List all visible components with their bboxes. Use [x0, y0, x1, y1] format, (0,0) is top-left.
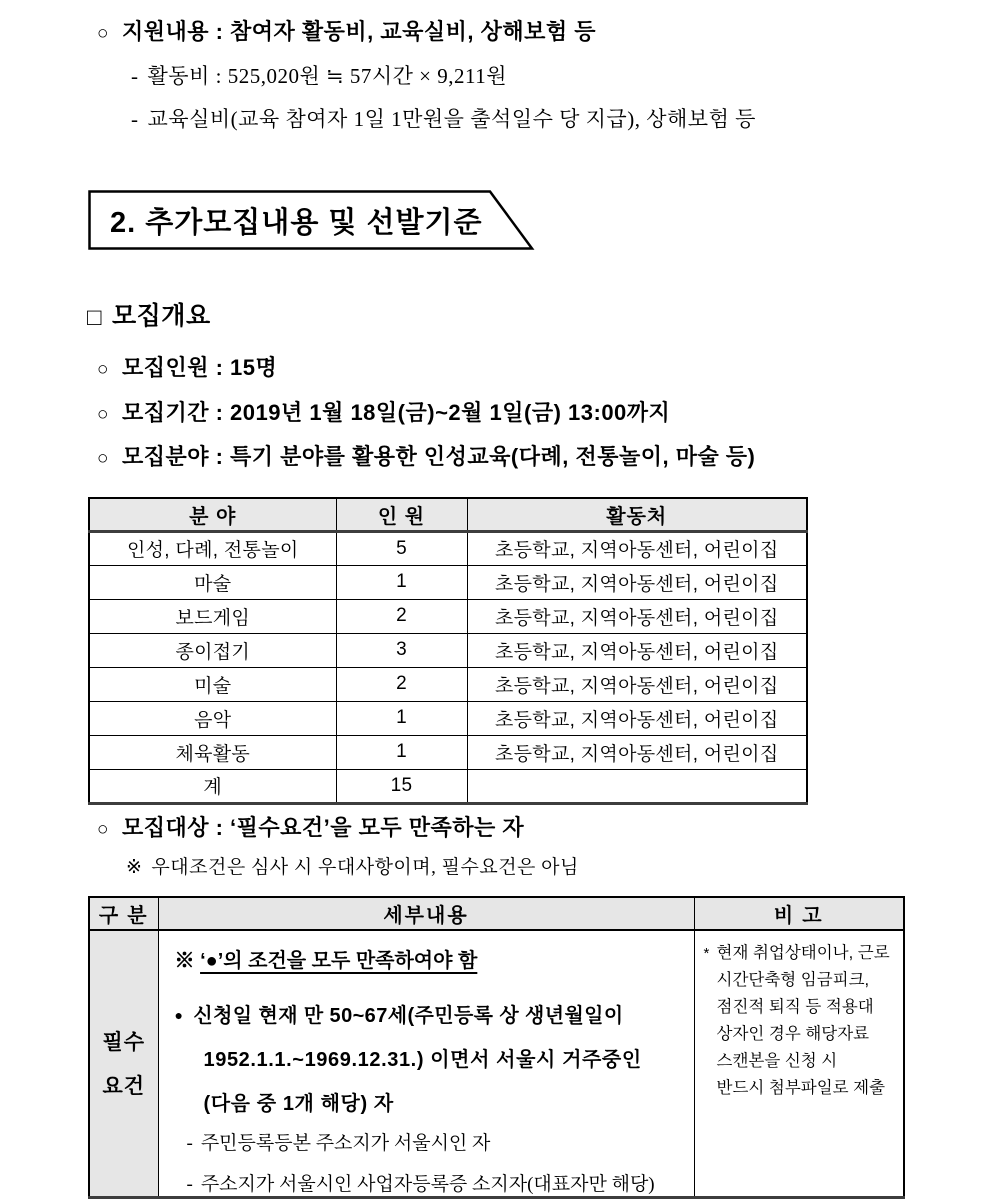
support-item-label: 활동비 : 525,020원 ≒ 57시간 × 9,211원 [147, 64, 508, 88]
row-group-label [89, 930, 158, 1198]
recruit-field-table [88, 497, 808, 805]
remark-line: 시간단축형 임금피크, [716, 971, 870, 989]
section-banner-title: 2. 추가모집내용 및 선발기준 [110, 206, 483, 239]
support-item [131, 60, 507, 90]
reference-mark-icon: ※ [174, 950, 195, 972]
count-cell: 5 [336, 531, 467, 565]
detail-cell [158, 930, 694, 1198]
rule-heading [175, 944, 694, 973]
field-cell: 체육활동 [89, 735, 336, 769]
count-cell: 1 [336, 565, 467, 599]
dash-bullet-icon: - [186, 1174, 193, 1195]
count-cell: 1 [336, 701, 467, 735]
dash-bullet-icon: - [186, 1133, 193, 1154]
table-row [89, 633, 807, 667]
circle-bullet-icon: ○ [97, 448, 109, 469]
target-heading-label: 모집대상 : ‘필수요건’을 모두 만족하는 자 [121, 815, 525, 840]
place-cell: 초등학교, 지역아동센터, 어린이집 [467, 531, 807, 565]
field-cell: 인성, 다례, 전통놀이 [89, 531, 336, 565]
dash-bullet-icon: - [131, 64, 139, 88]
support-item [131, 103, 756, 133]
criteria-header-row [89, 897, 904, 930]
remark-line: 점진적 퇴직 등 적용대 [716, 998, 874, 1016]
col-header-count: 인 원 [336, 498, 467, 531]
remark-line-label: 현재 취업상태이나, 근로 [716, 944, 890, 962]
remark-line [704, 940, 900, 967]
circle-bullet-icon: ○ [97, 23, 109, 44]
requirement-subitem [187, 1128, 694, 1155]
count-cell: 2 [336, 599, 467, 633]
target-note [126, 852, 579, 879]
table-row [89, 565, 807, 599]
table-header-row [89, 498, 807, 531]
place-cell [467, 769, 807, 803]
overview-item-label: 모집인원 : 15명 [121, 355, 278, 380]
requirement-line: 1952.1.1.~1969.12.31.) 이면서 서울시 거주중인 [203, 1049, 642, 1071]
group-label-line: 필수 [102, 1029, 146, 1054]
circle-bullet-icon: ○ [97, 819, 109, 840]
overview-item [97, 396, 670, 427]
field-cell: 종이접기 [89, 633, 336, 667]
requirement-subitem-label: 주소지가 서울시인 사업자등록증 소지자(대표자만 해당) [200, 1174, 655, 1195]
overview-item [97, 440, 755, 471]
place-cell: 초등학교, 지역아동센터, 어린이집 [467, 633, 807, 667]
count-cell: 2 [336, 667, 467, 701]
remark-line: 스캔본을 신청 시 [716, 1052, 838, 1070]
remark-block [695, 931, 904, 1102]
col-header-place: 활동처 [467, 498, 807, 531]
overview-item-label: 모집분야 : 특기 분야를 활용한 인성교육(다례, 전통놀이, 마술 등) [121, 444, 756, 469]
circle-bullet-icon: ○ [97, 359, 109, 380]
count-cell: 3 [336, 633, 467, 667]
criteria-body-row [89, 930, 904, 1198]
table-row [89, 701, 807, 735]
col-header-category: 구 분 [89, 897, 158, 930]
group-label-line: 요건 [102, 1073, 146, 1098]
place-cell: 초등학교, 지역아동센터, 어린이집 [467, 667, 807, 701]
requirement-subitem-label: 주민등록등본 주소지가 서울시인 자 [200, 1133, 491, 1154]
requirement-line: (다음 중 1개 해당) 자 [203, 1093, 394, 1115]
section-banner [88, 190, 538, 252]
table-total-row [89, 769, 807, 803]
field-cell: 보드게임 [89, 599, 336, 633]
count-cell: 1 [336, 735, 467, 769]
remark-cell [694, 930, 904, 1198]
count-cell: 15 [336, 769, 467, 803]
support-heading-label: 지원내용 : 참여자 활동비, 교육실비, 상해보험 등 [121, 19, 596, 44]
overview-heading-label: 모집개요 [112, 302, 211, 330]
target-heading [97, 811, 524, 842]
target-note-label: 우대조건은 심사 시 우대사항이며, 필수요건은 아님 [151, 857, 579, 878]
requirement-line [175, 999, 694, 1028]
circle-bullet-icon: ○ [97, 404, 109, 425]
remark-line: 반드시 첨부파일로 제출 [716, 1079, 886, 1097]
field-cell: 마술 [89, 565, 336, 599]
remark-line: 상자인 경우 해당자료 [716, 1025, 870, 1043]
place-cell: 초등학교, 지역아동센터, 어린이집 [467, 735, 807, 769]
table-row [89, 667, 807, 701]
asterisk-icon: * [703, 945, 710, 962]
place-cell: 초등학교, 지역아동센터, 어린이집 [467, 565, 807, 599]
field-cell: 미술 [89, 667, 336, 701]
field-cell: 음악 [89, 701, 336, 735]
rule-heading-label: ‘●’의 조건을 모두 만족하여야 함 [200, 950, 478, 972]
dot-bullet-icon: ● [174, 1007, 184, 1023]
overview-item-label: 모집기간 : 2019년 1월 18일(금)~2월 1일(금) 13:00까지 [121, 400, 671, 425]
table-row [89, 735, 807, 769]
col-header-field: 분 야 [89, 498, 336, 531]
field-cell: 계 [89, 769, 336, 803]
square-bullet-icon: □ [87, 304, 102, 331]
col-header-remark: 비 고 [694, 897, 904, 930]
support-heading [97, 15, 596, 46]
requirement-line-label: 신청일 현재 만 50~67세(주민등록 상 생년월일이 [193, 1005, 624, 1027]
place-cell: 초등학교, 지역아동센터, 어린이집 [467, 701, 807, 735]
support-item-label: 교육실비(교육 참여자 1일 1만원을 출석일수 당 지급), 상해보험 등 [147, 107, 756, 131]
overview-heading [87, 296, 211, 332]
requirement-subitem [187, 1169, 694, 1196]
criteria-table [88, 896, 905, 1199]
overview-item [97, 351, 277, 382]
table-row [89, 531, 807, 565]
col-header-detail: 세부내용 [158, 897, 694, 930]
reference-mark-icon: ※ [126, 857, 143, 878]
dash-bullet-icon: - [131, 107, 139, 131]
place-cell: 초등학교, 지역아동센터, 어린이집 [467, 599, 807, 633]
table-row [89, 599, 807, 633]
